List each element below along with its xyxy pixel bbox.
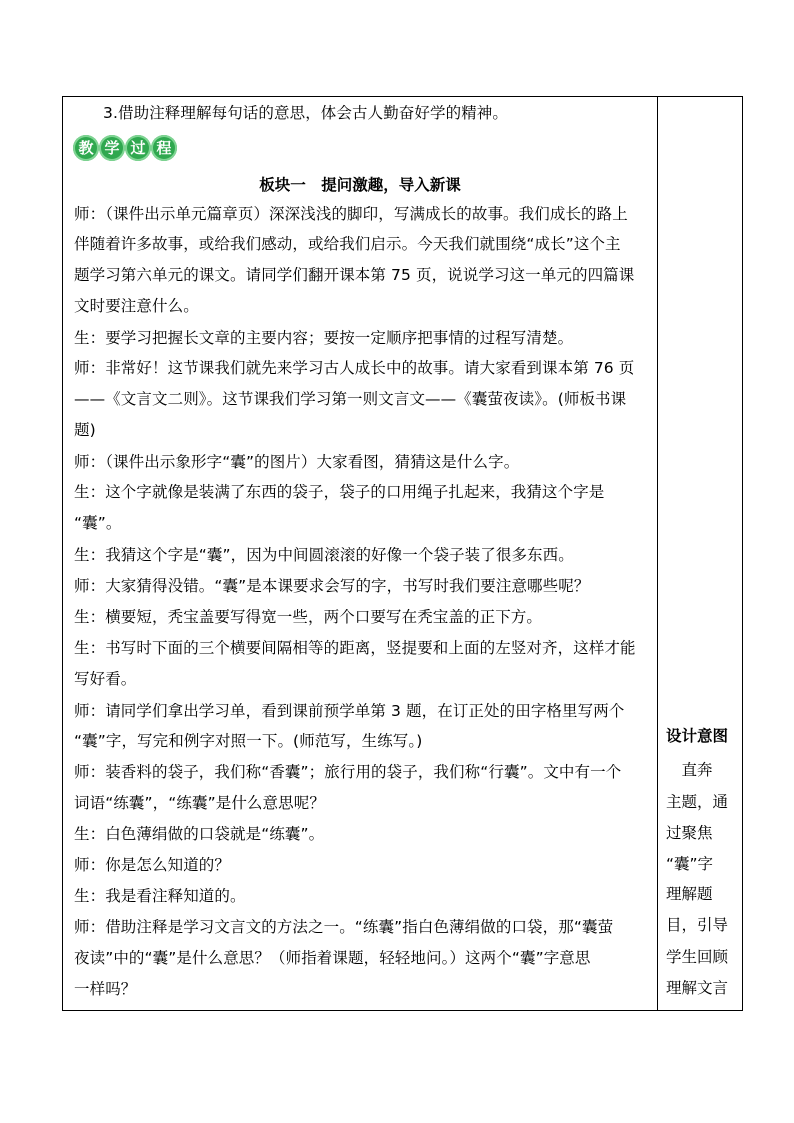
design-intent-line: 理解题 <box>666 885 713 903</box>
dialogue-line: 生：我是看注释知道的。 <box>74 887 246 905</box>
design-intent-line: 主题，通 <box>666 793 729 811</box>
dialogue-line: 生：这个字就像是装满了东西的袋子，袋子的口用绳子扎起来，我猜这个字是 <box>74 483 605 501</box>
design-intent-column <box>658 97 742 1010</box>
design-intent-line: 目，引导 <box>666 916 729 934</box>
dialogue-line: 生：书写时下面的三个横要间隔相等的距离，竖提要和上面的左竖对齐，这样才能 <box>74 639 636 657</box>
dialogue-line: “囊”。 <box>74 514 122 532</box>
design-intent-line: 理解文言 <box>666 979 729 997</box>
dialogue-line: 生：横要短，秃宝盖要写得宽一些，两个口要写在秃宝盖的正下方。 <box>74 608 543 626</box>
lesson-table <box>62 96 743 1011</box>
section-heading: 板块一 提问激趣，导入新课 <box>259 176 461 194</box>
dialogue-line: 题) <box>74 421 96 439</box>
dialogue-line: 师：你是怎么知道的？ <box>74 856 231 874</box>
design-intent-title: 设计意图 <box>666 727 729 745</box>
dialogue-line: 词语“练囊”，“练囊”是什么意思呢？ <box>74 794 325 812</box>
dialogue-line: 师：大家猜得没错。“囊”是本课要求会写的字，书写时我们要注意哪些呢？ <box>74 577 590 595</box>
badge-char: 教 <box>73 135 99 161</box>
badge-char: 过 <box>125 135 151 161</box>
design-intent-line: 直奔 <box>666 761 713 779</box>
dialogue-line: 伴随着许多故事，或给我们感动，或给我们启示。今天我们就围绕“成长”这个主 <box>74 235 621 253</box>
dialogue-line: 师：借助注释是学习文言文的方法之一。“练囊”指白色薄绢做的口袋，那“囊萤 <box>74 918 614 936</box>
dialogue-line: 夜读”中的“囊”是什么意思？（师指着课题，轻轻地问。）这两个“囊”字意思 <box>74 949 591 967</box>
dialogue-line: 一样吗？ <box>74 980 137 998</box>
dialogue-line: 写好看。 <box>74 670 137 688</box>
design-intent-line: 学生回顾 <box>666 948 729 966</box>
dialogue-line: 师：非常好！这节课我们就先来学习古人成长中的故事。请大家看到课本第 76 页 <box>74 359 635 377</box>
design-intent-line: “囊”字 <box>666 855 714 873</box>
dialogue-line: 师：装香料的袋子，我们称“香囊”；旅行用的袋子，我们称“行囊”。文中有一个 <box>74 763 622 781</box>
dialogue-line: 师：（课件出示单元篇章页）深深浅浅的脚印，写满成长的故事。我们成长的路上 <box>74 205 628 223</box>
badge-char: 程 <box>151 135 177 161</box>
dialogue-line: 生：白色薄绢做的口袋就是“练囊”。 <box>74 825 325 843</box>
teaching-process-badge <box>73 135 179 161</box>
dialogue-line: “囊”字，写完和例字对照一下。(师范写，生练写。) <box>74 732 423 750</box>
dialogue-line: 师：请同学们拿出学习单，看到课前预学单第 3 题，在订正处的田字格里写两个 <box>74 702 625 720</box>
dialogue-line: 师：（课件出示象形字“囊”的图片）大家看图，猜猜这是什么字。 <box>74 453 520 471</box>
dialogue-line: 文时要注意什么。 <box>74 297 199 315</box>
design-intent-line: 过聚焦 <box>666 824 713 842</box>
dialogue-line: 题学习第六单元的课文。请同学们翻开课本第 75 页，说说学习这一单元的四篇课 <box>74 266 635 284</box>
lesson-main-column <box>63 97 657 1010</box>
badge-char: 学 <box>99 135 125 161</box>
objective-line: 3.借助注释理解每句话的意思，体会古人勤奋好学的精神。 <box>103 104 508 122</box>
dialogue-line: ——《文言文二则》。这节课我们学习第一则文言文——《囊萤夜读》。(师板书课 <box>74 390 627 408</box>
dialogue-line: 生：要学习把握长文章的主要内容；要按一定顺序把事情的过程写清楚。 <box>74 329 574 347</box>
dialogue-line: 生：我猜这个字是“囊”，因为中间圆滚滚的好像一个袋子装了很多东西。 <box>74 546 574 564</box>
